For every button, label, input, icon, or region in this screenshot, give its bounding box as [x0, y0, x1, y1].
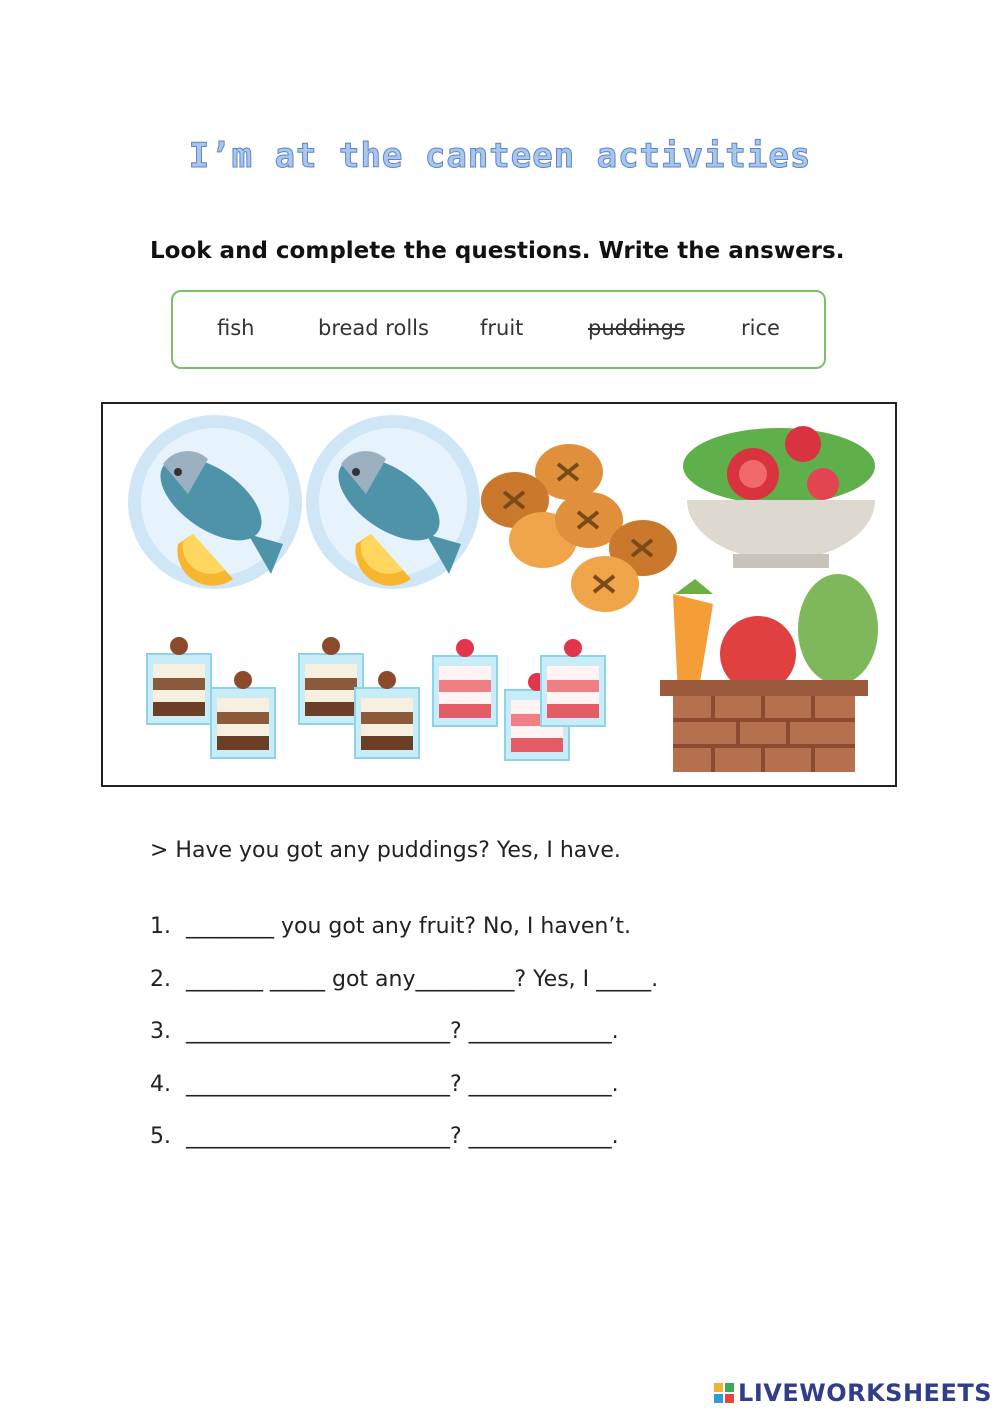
question-number: 4. [150, 1072, 171, 1097]
bread-rolls-icon [481, 444, 677, 612]
word-bank-item: fruit [480, 316, 524, 340]
liveworksheets-logo [714, 1379, 992, 1407]
salad-bowl-icon [683, 426, 875, 568]
instruction-text: Look and complete the questions. Write the answers. [150, 238, 845, 264]
fish-plate-icon [128, 415, 302, 589]
question-line [150, 914, 631, 939]
pudding-cups-icon [147, 637, 605, 760]
logo-mark-icon [714, 1383, 734, 1403]
question-line [150, 1019, 619, 1044]
question-text: ________________________? _____________. [186, 1072, 619, 1097]
question-text: _______ _____ got any_________? Yes, I _____. [186, 967, 659, 992]
example-sentence: > Have you got any puddings? Yes, I have. [150, 838, 621, 863]
question-line [150, 967, 658, 992]
question-number: 3. [150, 1019, 171, 1044]
food-illustration [101, 402, 897, 787]
word-bank-item-struck: puddings [588, 316, 685, 340]
vegetable-basket-icon [660, 574, 878, 772]
question-text: ________________________? _____________. [186, 1019, 619, 1044]
question-number: 2. [150, 967, 171, 992]
question-text: ________________________? _____________. [186, 1124, 619, 1149]
word-bank [171, 290, 826, 369]
brand-name: LIVEWORKSHEETS [738, 1379, 992, 1407]
question-number: 5. [150, 1124, 171, 1149]
question-line [150, 1124, 619, 1149]
worksheet-title: I’m at the canteen activities [188, 136, 812, 176]
word-bank-item: fish [217, 316, 255, 340]
fish-plate-icon [306, 415, 480, 589]
question-line [150, 1072, 619, 1097]
question-number: 1. [150, 914, 171, 939]
question-text: ________ you got any fruit? No, I haven’t. [186, 914, 631, 939]
word-bank-item: rice [741, 316, 780, 340]
word-bank-item: bread rolls [318, 316, 429, 340]
